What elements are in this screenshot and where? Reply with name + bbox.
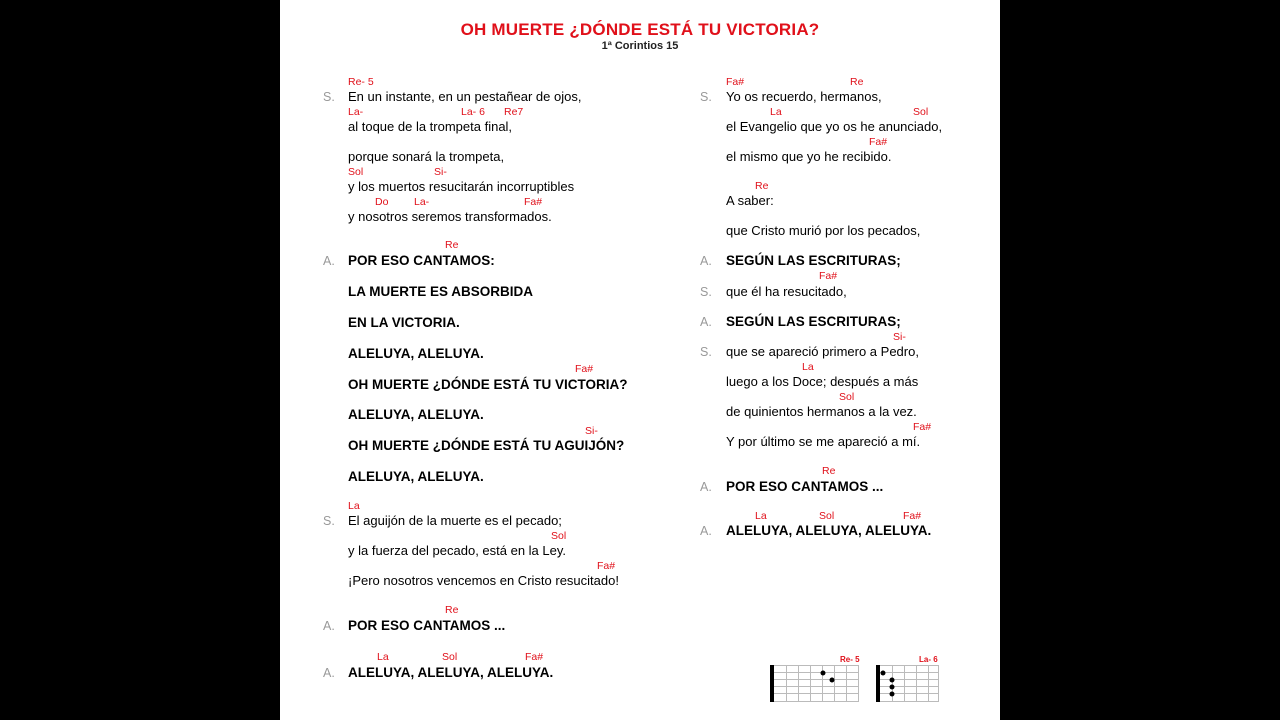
chord: Fa#	[575, 363, 594, 375]
chorus-line: ALELUYA, ALELUYA, ALELUYA.	[348, 665, 554, 680]
chord: Re	[445, 239, 459, 251]
chord-diagram-name: Re- 5	[840, 655, 860, 664]
lyric-line: ¡Pero nosotros vencemos en Cristo resucitado!	[348, 573, 619, 588]
chord: La	[348, 500, 360, 512]
chord-diagram-name: La- 6	[919, 655, 938, 664]
guitar-chord-diagram-icon	[874, 655, 942, 705]
chord: Re	[755, 180, 769, 192]
lyric-line: y la fuerza del pecado, está en la Ley.	[348, 543, 567, 558]
lyric-line: y nosotros seremos transformados.	[348, 209, 552, 224]
chord: La	[802, 361, 814, 373]
chorus-line: OH MUERTE ¿DÓNDE ESTÁ TU VICTORIA?	[348, 377, 628, 392]
response-line: SEGÚN LAS ESCRITURAS;	[726, 253, 901, 268]
soloist-label: S.	[700, 285, 712, 299]
chord-diagram	[874, 655, 942, 705]
chord: La	[377, 651, 389, 663]
chord: Fa#	[525, 651, 544, 663]
lyric-line: el Evangelio que yo os he anunciado,	[726, 119, 943, 134]
chord: Sol	[839, 391, 855, 403]
lyric-line: que se apareció primero a Pedro,	[726, 344, 919, 359]
song-sheet	[280, 0, 1000, 720]
chord: Fa#	[903, 510, 922, 522]
chorus-line: OH MUERTE ¿DÓNDE ESTÁ TU AGUIJÓN?	[348, 438, 625, 453]
lyric-line: El aguijón de la muerte es el pecado;	[348, 513, 562, 528]
assembly-label: A.	[700, 524, 712, 538]
chord-diagram	[768, 655, 860, 705]
chord: Fa#	[726, 76, 745, 88]
song-title: OH MUERTE ¿DÓNDE ESTÁ TU VICTORIA?	[460, 20, 820, 39]
song-reference: 1ª Corintios 15	[601, 40, 679, 52]
chord: Sol	[819, 510, 835, 522]
assembly-label: A.	[700, 480, 712, 494]
chord: Si-	[585, 425, 598, 437]
lyric-line: Y por último se me apareció a mí.	[726, 434, 921, 449]
lyric-line: Yo os recuerdo, hermanos,	[726, 89, 882, 104]
chord: La	[770, 106, 782, 118]
chorus-line: EN LA VICTORIA.	[348, 315, 460, 330]
chord: Si-	[434, 166, 447, 178]
chord: La-	[414, 196, 430, 208]
chord: Re	[822, 465, 836, 477]
chord: Si-	[893, 331, 906, 343]
chord: Re- 5	[348, 76, 374, 88]
guitar-chord-diagram-icon	[768, 655, 860, 705]
lyric-line: En un instante, en un pestañear de ojos,	[348, 89, 582, 104]
assembly-label: A.	[323, 666, 335, 680]
lyric-line: de quinientos hermanos a la vez.	[726, 404, 917, 419]
lyric-line: que él ha resucitado,	[726, 284, 847, 299]
soloist-label: S.	[323, 90, 335, 104]
chord: Sol	[348, 166, 364, 178]
response-line: SEGÚN LAS ESCRITURAS;	[726, 314, 901, 329]
chord: La- 6	[461, 106, 485, 118]
chord: Fa#	[597, 560, 616, 572]
chorus-line: ALELUYA, ALELUYA.	[348, 469, 484, 484]
chorus-line: LA MUERTE ES ABSORBIDA	[348, 284, 534, 299]
chord: Re	[850, 76, 864, 88]
chord: Fa#	[819, 270, 838, 282]
chord: Fa#	[913, 421, 932, 433]
chord: La	[755, 510, 767, 522]
soloist-label: S.	[700, 345, 712, 359]
chorus-line: POR ESO CANTAMOS:	[348, 253, 495, 268]
chorus-line: ALELUYA, ALELUYA.	[348, 346, 484, 361]
chord: Fa#	[869, 136, 888, 148]
chord: Sol	[913, 106, 929, 118]
chorus-line: POR ESO CANTAMOS ...	[348, 618, 506, 633]
chorus-line: ALELUYA, ALELUYA, ALELUYA.	[726, 523, 932, 538]
lyric-line: al toque de la trompeta final,	[348, 119, 513, 134]
chord: La-	[348, 106, 364, 118]
assembly-label: A.	[323, 254, 335, 268]
chord: Sol	[442, 651, 458, 663]
chord: Sol	[551, 530, 567, 542]
lyric-line: el mismo que yo he recibido.	[726, 149, 892, 164]
chorus-line: ALELUYA, ALELUYA.	[348, 407, 484, 422]
soloist-label: S.	[323, 514, 335, 528]
assembly-label: A.	[700, 254, 712, 268]
chord: Re7	[504, 106, 524, 118]
lyric-line: y los muertos resucitarán incorruptibles	[348, 179, 575, 194]
soloist-label: S.	[700, 90, 712, 104]
chord: Fa#	[524, 196, 543, 208]
lyric-line: A saber:	[726, 193, 774, 208]
assembly-label: A.	[323, 619, 335, 633]
chord: Re	[445, 604, 459, 616]
chorus-line: POR ESO CANTAMOS ...	[726, 479, 884, 494]
chord: Do	[375, 196, 389, 208]
assembly-label: A.	[700, 315, 712, 329]
lyric-line: porque sonará la trompeta,	[348, 149, 505, 164]
lyric-line: luego a los Doce; después a más	[726, 374, 919, 389]
lyric-line: que Cristo murió por los pecados,	[726, 223, 921, 238]
